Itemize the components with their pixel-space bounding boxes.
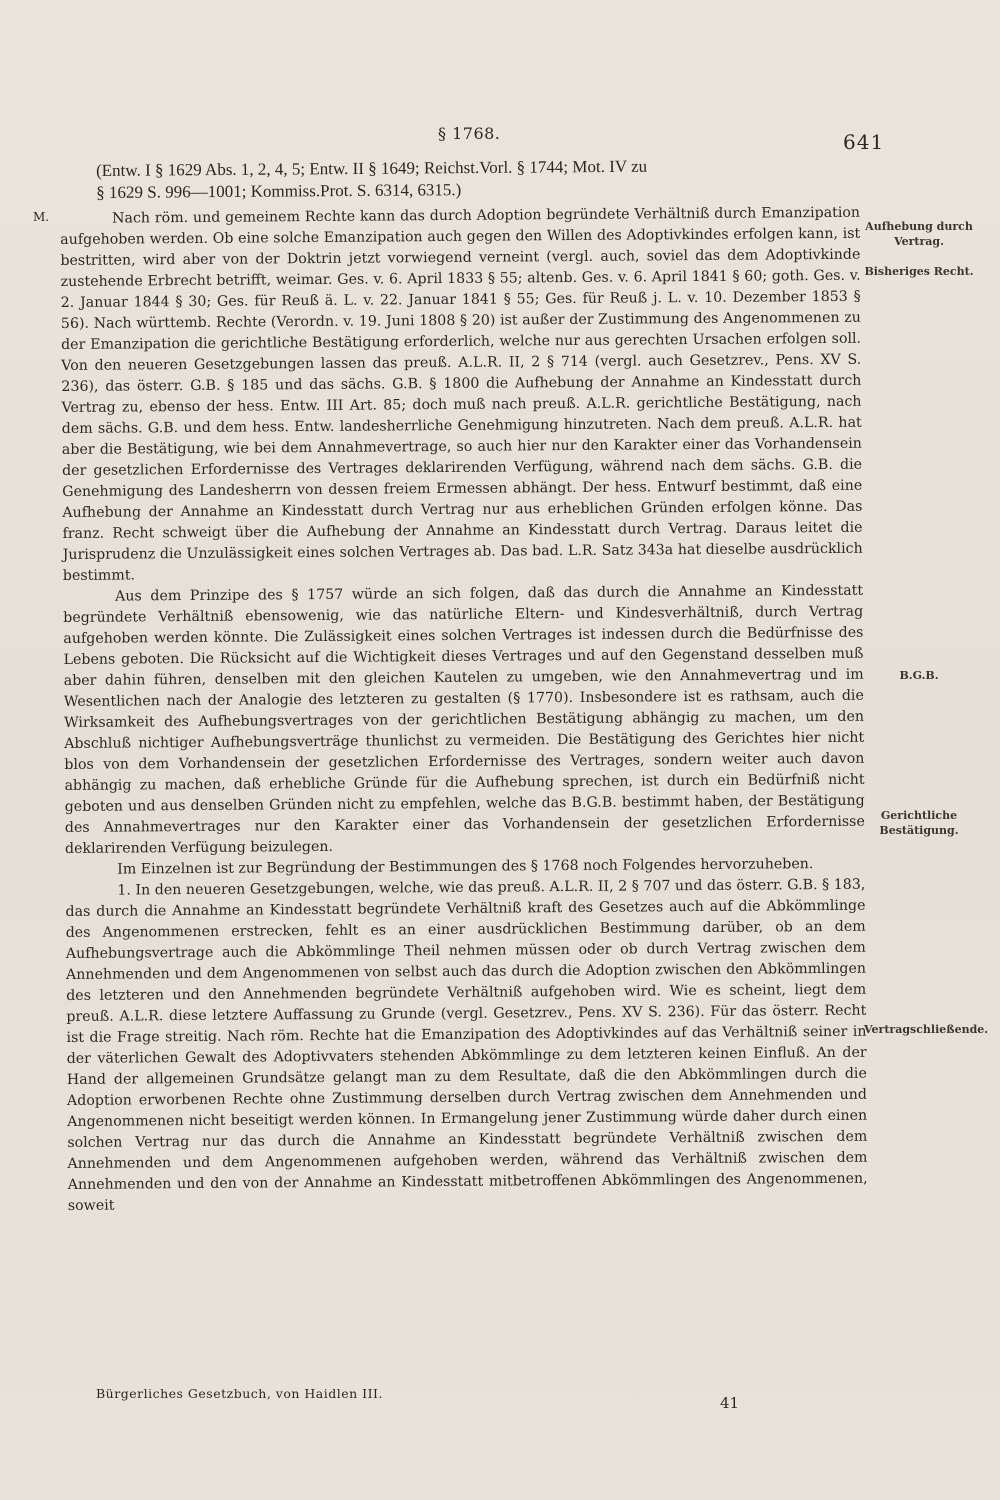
margin-note-bgb: B.G.B. xyxy=(899,669,939,682)
margin-note-vertragschliessende: Vertragschließende. xyxy=(864,1023,989,1036)
margin-note-aufhebung: Aufhebung durch Vertrag. xyxy=(865,220,973,248)
legislative-references xyxy=(96,154,866,204)
reference-line: (Entw. I § 1629 Abs. 1, 2, 4, 5; Entw. II § 1649; Reichst.Vorl. § 1744; Mot. IV zu xyxy=(96,156,648,180)
margin-note-gerichtliche-bestaetigung: Gerichtliche Bestätigung. xyxy=(879,809,959,837)
body-text xyxy=(60,203,868,1217)
paragraph: Im Einzelnen ist zur Begründung der Bestimmungen des § 1768 noch Folgendes hervorzuheben. xyxy=(117,856,814,878)
paragraph: Nach röm. und gemeinem Rechte kann das durch Adoption begründete Verhältniß durch Emanzipation aufgehoben werden. Ob eine solche Emanzipation auch gegen den Willen des Adoptivkindes erfolgen kann, ist bestritten, wird aber von der Doktrin jetzt vorwiegend verneint (vergl. auch, soviel das dem Adoptivkinde zustehende Erbrecht betrifft, weimar. Ges. v. 6. April 1833 § 55; altenb. Ges. v. 6. April 1841 § 60; goth. Ges. v. 2. Januar 1844 § 30; Ges. für Reuß ä. L. v. 22. Januar 1841 § 55; Ges. für Reuß j. L. v. 10. Dezember 1853 § 56). Nach württemb. Rechte (Verordn. v. 19. Juni 1808 § 20) ist außer der Zustimmung des Angenommenen zu der Emanzipation die gerichtliche Bestätigung erforderlich, welche nur aus gerechten Ursachen erfolgen soll. Von den neueren Gesetzgebungen lassen das preuß. A.L.R. II, 2 § 714 (vergl. auch Gesetzrev., Pens. XV S. 236), das österr. G.B. § 185 und das sächs. G.B. § 1800 die Aufhebung der Annahme an Kindesstatt durch Vertrag zu, ebenso der hess. Entw. III Art. 85; doch muß nach preuß. A.L.R. gerichtliche Bestätigung, nach dem sächs. G.B. und dem hess. Entw. landesherrliche Genehmigung hinzutreten. Nach dem preuß. A.L.R. hat aber die Bestätigung, wie bei dem Annahmevertrage, so auch hier nur den Karakter einer das Vorhandensein der gesetzlichen Erfordernisse des Vertrages deklarirenden Verfügung, während nach dem sächs. G.B. die Genehmigung des Landesherrn von dessen freiem Ermessen abhängt. Der hess. Entwurf bestimmt, daß eine Aufhebung der Annahme an Kindesstatt durch Vertrag nur aus erheblichen Gründen erfolgen könne. Das franz. Recht schweigt über die Aufhebung der Annahme an Kindesstatt durch Vertrag. Daraus leitet die Jurisprudenz die Unzulässigkeit eines solchen Vertrages ab. Das bad. L.R. Satz 343a hat dieselbe ausdrücklich bestimmt. xyxy=(60,204,863,584)
paragraph: Aus dem Prinzipe des § 1757 würde an sich folgen, daß das durch die Annahme an Kindesstatt begründete Verhältniß ebensowenig, wie das natürliche Eltern- und Kindesverhältniß, durch Vertrag aufgehoben werden könnte. Die Zulässigkeit eines solchen Vertrages ist indessen durch die Bedürfnisse des Lebens geboten. Die Rücksicht auf die Wichtigkeit dieses Vertrages und auf den Gegenstand desselben muß aber dahin führen, denselben mit den gleichen Kautelen zu umgeben, wie den Annahmevertrag und im Wesentlichen nach der Analogie des letzteren zu gestalten (§ 1770). Insbesondere ist es rathsam, auch die Wirksamkeit des Aufhebungsvertrages von der gerichtlichen Bestätigung abhängig zu machen, um den Abschluß nichtiger Aufhebungsverträge thunlichst zu vermeiden. Die Bestätigung des Gerichtes hier nicht blos von dem Vorhandensein der gesetzlichen Erfordernisse des Vertrages, sondern weiter auch davon abhängig zu machen, daß erhebliche Gründe für die Aufhebung sprechen, ist durch ein Bedürfniß nicht geboten und aus denselben Gründen nicht zu empfehlen, welche das B.G.B. bestimmt haben, der Bestätigung des Annahmevertrages nur den Karakter einer das Vorhandensein der gesetzlichen Erfordernisse deklarirenden Verfügung beizulegen. xyxy=(63,582,865,857)
page-number: 641 xyxy=(843,130,885,154)
footer-title: Bürgerliches Gesetzbuch, von Haidlen III. xyxy=(96,1386,383,1401)
margin-note-bisheriges-recht: Bisheriges Recht. xyxy=(864,265,974,278)
reference-line: § 1629 S. 996—1001; Kommiss.Prot. S. 6314, 6315.) xyxy=(96,180,462,202)
signature-mark: 41 xyxy=(720,1394,740,1412)
margin-mark: M. xyxy=(33,210,50,224)
paragraph: 1. In den neueren Gesetzgebungen, welche, wie das preuß. A.L.R. II, 2 § 707 und das österr. G.B. § 183, das durch die Annahme an Kindesstatt begründete Verhältniß kraft des Gesetzes auch auf die Abkömmlinge des Angenommenen erstrecken, fehlt es an einer ausdrücklichen Bestimmung darüber, ob an dem Aufhebungsvertrage auch die Abkömmlinge Theil nehmen müssen oder ob durch Vertrag zwischen dem Annehmenden und dem Angenommenen von selbst auch das durch die Adoption zwischen den Abkömmlingen des letzteren und den Annehmenden begründete Verhältniß aufgehoben wird. Wie es scheint, liegt dem preuß. A.L.R. diese letztere Auffassung zu Grunde (vergl. Gesetzrev., Pens. XV S. 236). Für das österr. Recht ist die Frage streitig. Nach röm. Rechte hat die Emanzipation des Adoptivkindes auf das Verhältniß seiner in der väterlichen Gewalt des Adoptivvaters stehenden Abkömmlinge zu dem letzteren keinen Einfluß. An der Hand der allgemeinen Grundsätze gelangt man zu dem Resultate, daß die den Abkömmlingen durch die Adoption erworbenen Rechte ohne Zustimmung derselben durch Vertrag zwischen dem Annehmenden und Angenommenen nicht beseitigt werden können. In Ermangelung jener Zustimmung würde daher durch einen solchen Vertrag nur das durch die Annahme an Kindesstatt begründete Verhältniß zwischen dem Annehmenden und dem Angenommenen aufgehoben werden, während das Verhältniß zwischen dem Annehmenden und den von der Annahme an Kindesstatt mitbetroffenen Abkömmlingen des Angenommenen, soweit xyxy=(65,876,868,1214)
section-heading: § 1768. xyxy=(438,124,501,143)
